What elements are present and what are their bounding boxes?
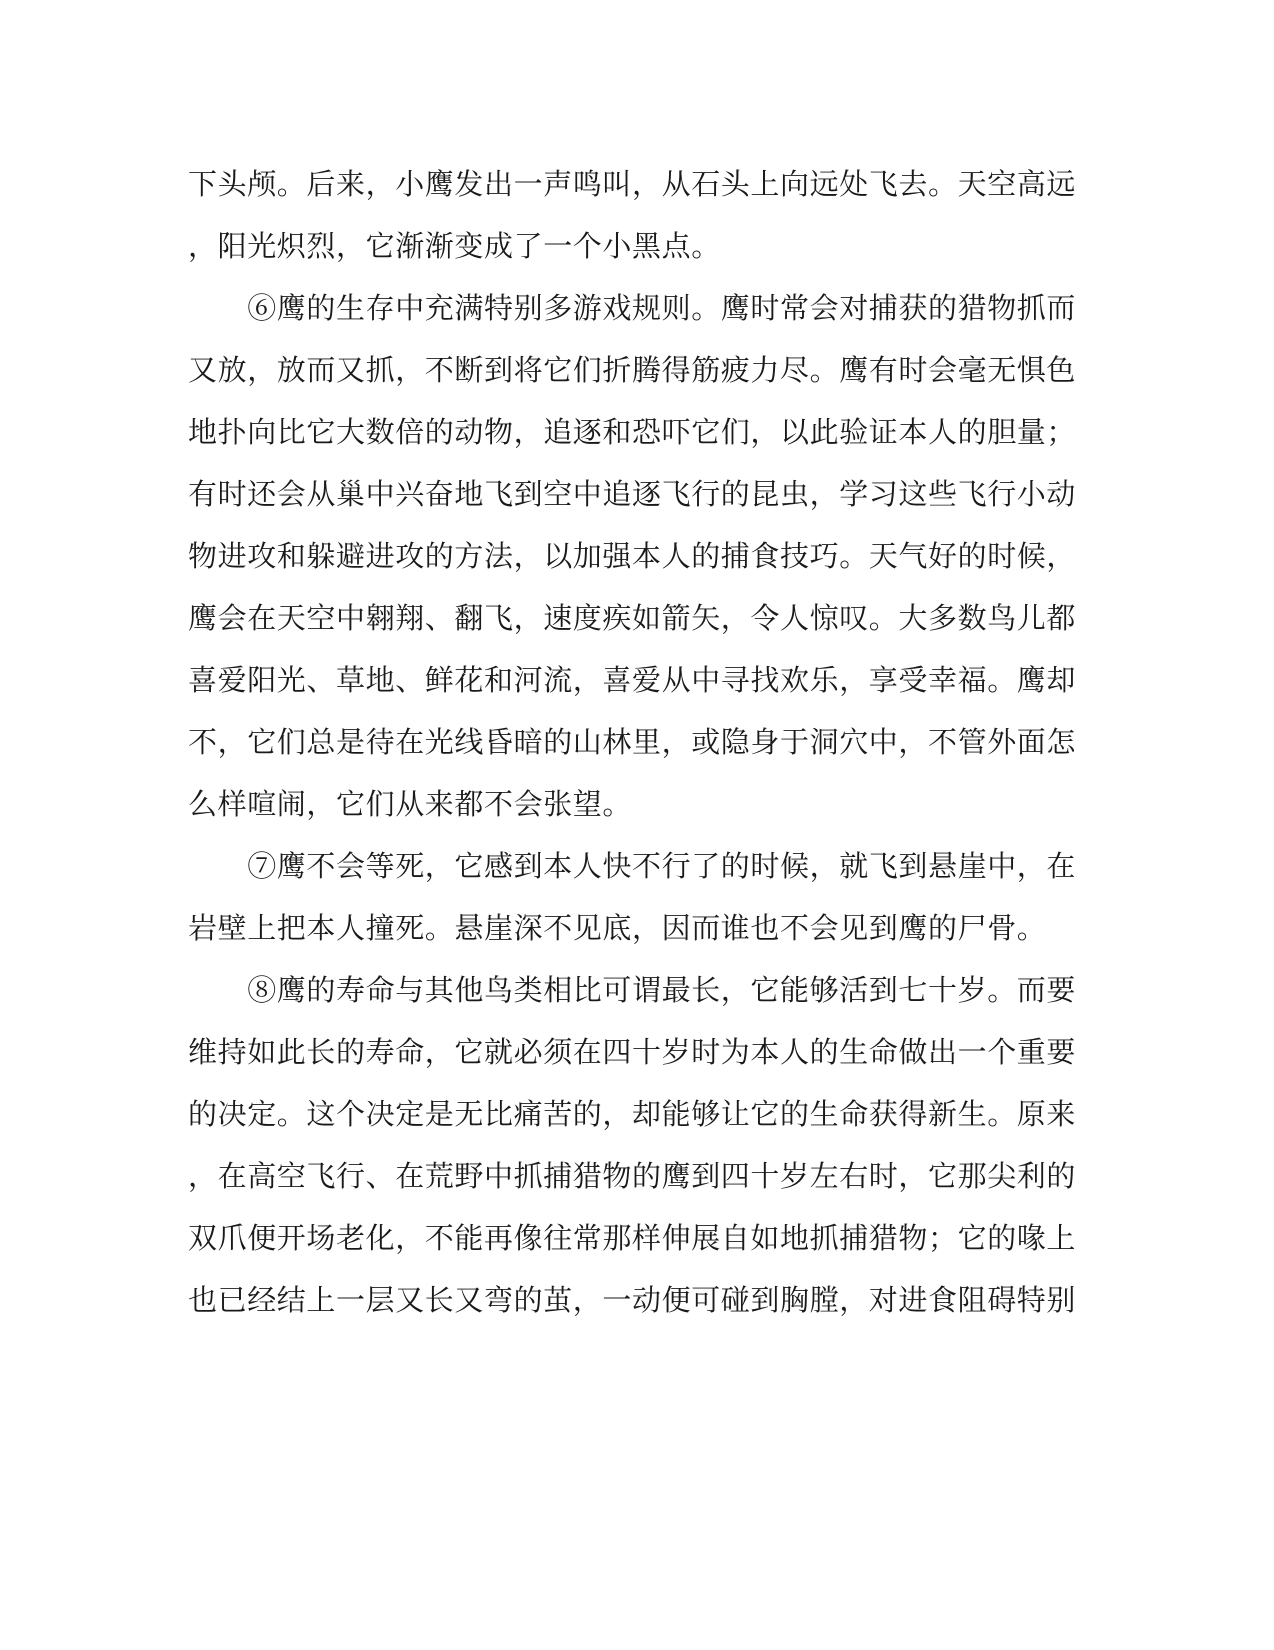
text-line: ⑥鹰的生存中充满特别多游戏规则。鹰时常会对捕获的猎物抓而	[188, 291, 1077, 325]
text-line: 地扑向比它大数倍的动物，追逐和恐吓它们，以此验证本人的胆量；	[188, 415, 1077, 449]
text-line: 岩壁上把本人撞死。悬崖深不见底，因而谁也不会见到鹰的尸骨。	[188, 911, 1047, 945]
text-line: 又放，放而又抓，不断到将它们折腾得筋疲力尽。鹰有时会毫无惧色	[188, 353, 1077, 387]
text-line: ⑧鹰的寿命与其他鸟类相比可谓最长，它能够活到七十岁。而要	[188, 973, 1077, 1007]
text-line: 么样喧闹，它们从来都不会张望。	[188, 787, 633, 821]
text-line: 的决定。这个决定是无比痛苦的，却能够让它的生命获得新生。原来	[188, 1097, 1077, 1131]
text-line: 维持如此长的寿命，它就必须在四十岁时为本人的生命做出一个重要	[188, 1035, 1077, 1069]
text-line: 双爪便开场老化，不能再像往常那样伸展自如地抓捕猎物；它的喙上	[188, 1221, 1077, 1255]
text-line: 也已经结上一层又长又弯的茧，一动便可碰到胸膛，对进食阻碍特别	[188, 1283, 1077, 1317]
text-line: 鹰会在天空中翱翔、翻飞，速度疾如箭矢，令人惊叹。大多数鸟儿都	[188, 601, 1077, 635]
text-line: 不，它们总是待在光线昏暗的山林里，或隐身于洞穴中，不管外面怎	[188, 725, 1077, 759]
text-line: ⑦鹰不会等死，它感到本人快不行了的时候，就飞到悬崖中，在	[188, 849, 1077, 883]
text-line: 有时还会从巢中兴奋地飞到空中追逐飞行的昆虫，学习这些飞行小动	[188, 477, 1077, 511]
text-line: 物进攻和躲避进攻的方法，以加强本人的捕食技巧。天气好的时候，	[188, 539, 1077, 573]
text-line: 喜爱阳光、草地、鲜花和河流，喜爱从中寻找欢乐，享受幸福。鹰却	[188, 663, 1077, 697]
text-line: ，阳光炽烈，它渐渐变成了一个小黑点。	[188, 229, 721, 263]
text-line: ，在高空飞行、在荒野中抓捕猎物的鹰到四十岁左右时，它那尖利的	[188, 1159, 1077, 1193]
text-line: 下头颅。后来，小鹰发出一声鸣叫，从石头上向远处飞去。天空高远	[188, 167, 1077, 201]
